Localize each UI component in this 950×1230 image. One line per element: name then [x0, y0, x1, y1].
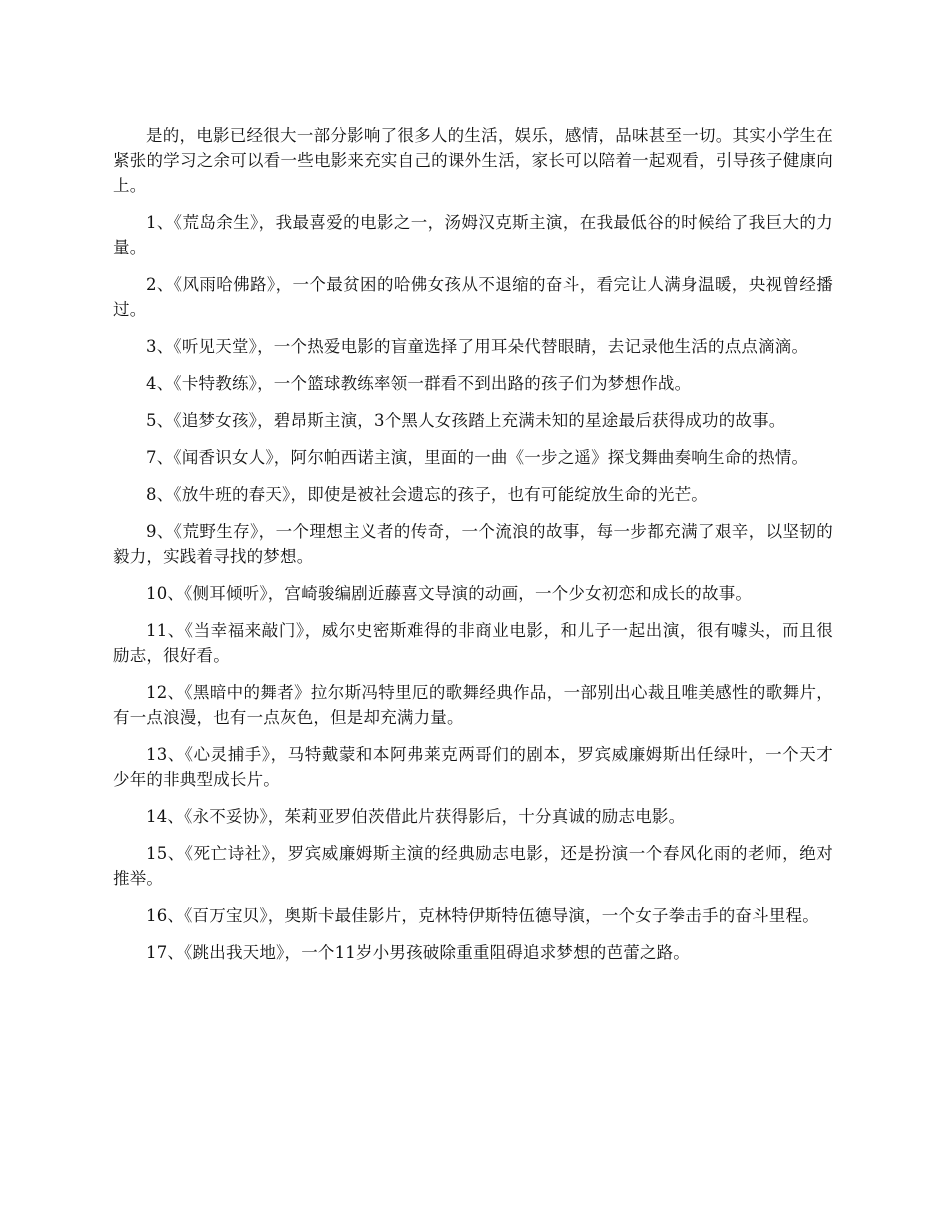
- movie-item-14: 14、《永不妥协》，茱莉亚罗伯茨借此片获得影后，十分真诚的励志电影。: [146, 807, 686, 826]
- movie-item-3: 3、《听见天堂》，一个热爱电影的盲童选择了用耳朵代替眼睛，去记录他生活的点点滴滴。: [146, 337, 809, 356]
- movie-item-12: 12、《黑暗中的舞者》拉尔斯冯特里厄的歌舞经典作品，一部别出心裁且唯美感性的歌舞片，有一点浪漫，也有一点灰色，但是却充满力量。: [113, 683, 833, 727]
- movie-item-7: 7、《闻香识女人》，阿尔帕西诺主演，里面的一曲《一步之遥》探戈舞曲奏响生命的热情。: [146, 448, 809, 467]
- document-body: [113, 123, 833, 977]
- movie-item-4: 4、《卡特教练》，一个篮球教练率领一群看不到出路的孩子们为梦想作战。: [146, 374, 692, 393]
- movie-item-15: 15、《死亡诗社》，罗宾威廉姆斯主演的经典励志电影，还是扮演一个春风化雨的老师，绝对推举。: [113, 844, 833, 888]
- movie-item-8: 8、《放牛班的春天》，即使是被社会遗忘的孩子，也有可能绽放生命的光芒。: [146, 485, 708, 504]
- movie-item-10: 10、《侧耳倾听》，宫崎骏编剧近藤喜文导演的动画，一个少女初恋和成长的故事。: [146, 584, 753, 603]
- movie-item-11: 11、《当幸福来敲门》，威尔史密斯难得的非商业电影，和儿子一起出演，很有噱头，而且很励志，很好看。: [113, 621, 833, 665]
- movie-item-2: 2、《风雨哈佛路》，一个最贫困的哈佛女孩从不退缩的奋斗，看完让人满身温暖，央视曾经播过。: [113, 275, 833, 319]
- intro-paragraph: 是的，电影已经很大一部分影响了很多人的生活，娱乐，感情，品味甚至一切。其实小学生在紧张的学习之余可以看一些电影来充实自己的课外生活，家长可以陪着一起观看，引导孩子健康向上。: [113, 126, 833, 195]
- movie-item-9: 9、《荒野生存》，一个理想主义者的传奇，一个流浪的故事，每一步都充满了艰辛，以坚韧的毅力，实践着寻找的梦想。: [113, 522, 833, 566]
- movie-item-13: 13、《心灵捕手》，马特戴蒙和本阿弗莱克两哥们的剧本，罗宾威廉姆斯出任绿叶，一个天才少年的非典型成长片。: [113, 745, 833, 789]
- movie-item-17: 17、《跳出我天地》，一个11岁小男孩破除重重阻碍追求梦想的芭蕾之路。: [146, 943, 690, 962]
- movie-item-1: 1、《荒岛余生》，我最喜爱的电影之一，汤姆汉克斯主演，在我最低谷的时候给了我巨大的力量。: [113, 213, 833, 257]
- movie-item-5: 5、《追梦女孩》，碧昂斯主演，3个黑人女孩踏上充满未知的星途最后获得成功的故事。: [146, 411, 786, 430]
- movie-item-16: 16、《百万宝贝》，奥斯卡最佳影片，克林特伊斯特伍德导演，一个女子拳击手的奋斗里程。: [146, 906, 819, 925]
